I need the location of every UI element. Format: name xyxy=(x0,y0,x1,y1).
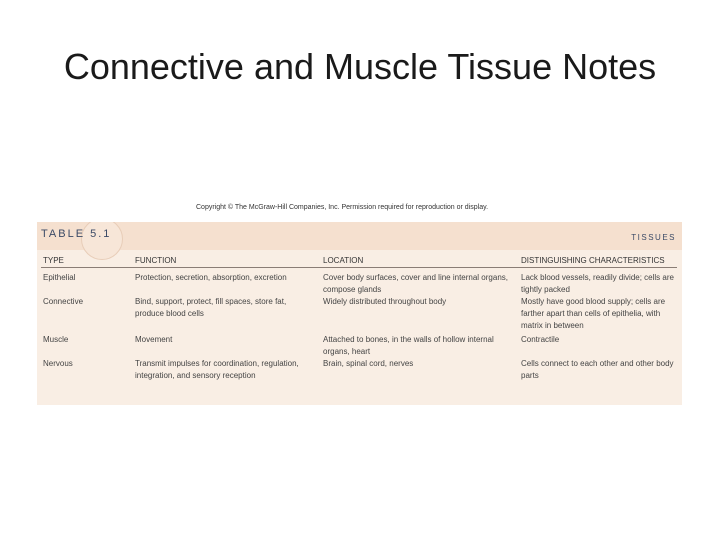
column-header-location: LOCATION xyxy=(323,256,364,265)
column-header-type: TYPE xyxy=(43,256,64,265)
row-characteristics-nervous: Cells connect to each other and other body parts xyxy=(521,359,674,380)
slide-title: Connective and Muscle Tissue Notes xyxy=(63,46,657,87)
row-type-epithelial: Epithelial xyxy=(43,273,76,282)
row-type-connective: Connective xyxy=(43,297,84,306)
column-header-function: FUNCTION xyxy=(135,256,177,265)
copyright-notice: Copyright © The McGraw-Hill Companies, Inc. Permission required for reproduction or display. xyxy=(196,204,489,211)
header-rule xyxy=(41,267,677,268)
row-type-muscle: Muscle xyxy=(43,335,69,344)
row-characteristics-connective: Mostly have good blood supply; cells are farther apart than cells of epithelia, with matrix in between xyxy=(521,297,666,330)
row-function-nervous: Transmit impulses for coordination, regulation, integration, and sensory reception xyxy=(135,359,299,380)
column-header-characteristics: DISTINGUISHING CHARACTERISTICS xyxy=(521,256,665,265)
table-header-band xyxy=(37,222,682,250)
row-type-nervous: Nervous xyxy=(43,359,73,368)
row-function-connective: Bind, support, protect, fill spaces, store fat, produce blood cells xyxy=(135,297,287,318)
section-label: TISSUES xyxy=(631,233,676,242)
row-location-muscle: Attached to bones, in the walls of hollow internal organs, heart xyxy=(323,335,494,356)
row-location-epithelial: Cover body surfaces, cover and line internal organs, compose glands xyxy=(323,273,508,294)
table-label: TABLE 5.1 xyxy=(41,228,112,240)
row-location-connective: Widely distributed throughout body xyxy=(323,297,447,306)
tissue-table xyxy=(37,222,682,405)
row-function-muscle: Movement xyxy=(135,335,173,344)
row-function-epithelial: Protection, secretion, absorption, excretion xyxy=(135,273,287,282)
row-characteristics-epithelial: Lack blood vessels, readily divide; cells are tightly packed xyxy=(521,273,674,294)
row-characteristics-muscle: Contractile xyxy=(521,335,560,344)
row-location-nervous: Brain, spinal cord, nerves xyxy=(323,359,414,368)
